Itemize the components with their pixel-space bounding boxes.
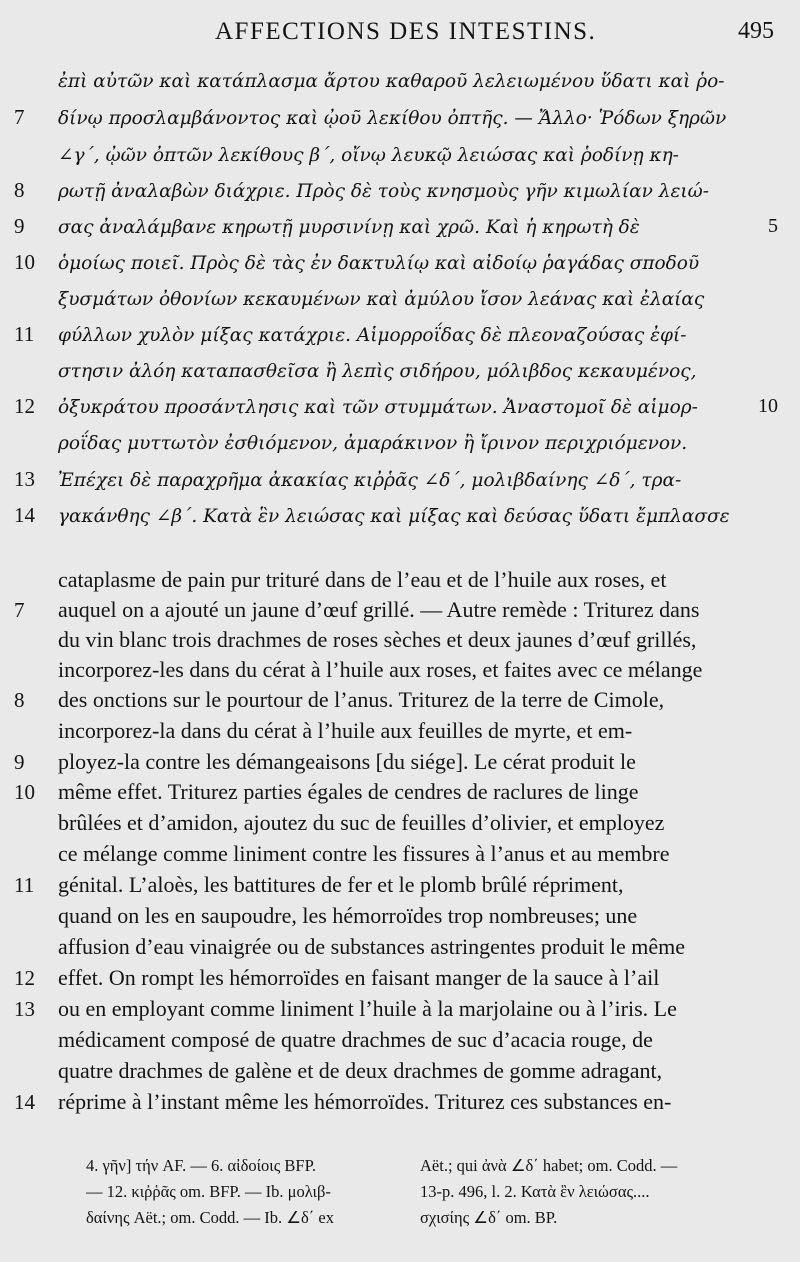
greek-line [0, 499, 800, 535]
line-number: 11 [14, 873, 35, 897]
french-line-text: quatre drachmes de galène et de deux drachmes de gomme adragant, [58, 1058, 663, 1083]
french-line-text: brûlées et d’amidon, ajoutez du suc de feuilles d’olivier, et employez [58, 810, 665, 835]
greek-line-text: ὁμοίως ποιεῖ. Πρὸς δὲ τὰς ἐν δακτυλίῳ καὶ αἰδοίῳ ῥαγάδας σποδοῦ [58, 253, 700, 274]
footnote-line: Aët.; qui ἀνὰ ∠δ΄ habet; om. Codd. — [420, 1156, 678, 1175]
line-number: 8 [14, 688, 25, 712]
greek-line-text: δίνῳ προσλαμβάνοντος καὶ ᾠοῦ λεκίθου ὀπτῆς. — Ἄλλο· Ῥόδων ξηρῶν [58, 108, 727, 129]
greek-line-text: φύλλων χυλὸν μίξας κατάχριε. Αἱμορροΐδας δὲ πλεοναζούσας ἐφί- [58, 325, 687, 346]
greek-line [0, 101, 800, 137]
french-line-text: effet. On rompt les hémorroïdes en faisant manger de la sauce à l’ail [58, 965, 660, 990]
greek-line [0, 64, 800, 100]
line-number: 7 [14, 105, 25, 129]
running-title: AFFECTIONS DES INTESTINS. [215, 18, 597, 45]
french-line-text: incorporez-la dans du cérat à l’huile aux feuilles de myrte, et em- [58, 718, 633, 743]
footnote-line: δαίνης Aët.; om. Codd. — Ib. ∠δ΄ ex [86, 1208, 334, 1227]
line-number: 14 [14, 503, 35, 527]
line-number: 14 [14, 1090, 35, 1114]
french-line-text: auquel on a ajouté un jaune d’œuf grillé. — Autre remède : Triturez dans [58, 597, 700, 622]
line-number: 9 [14, 750, 25, 774]
greek-line [0, 463, 800, 499]
greek-line [0, 426, 800, 462]
french-line-text: quand on les en saupoudre, les hémorroïdes trop nombreuses; une [58, 903, 638, 928]
greek-line-text: σας ἀναλάμβανε κηρωτῇ μυρσινίνῃ καὶ χρῶ. Καὶ ἡ κηρωτὴ δὲ [58, 217, 640, 238]
greek-line [0, 282, 800, 318]
margin-number: 10 [758, 395, 778, 417]
footnote-line: 4. γῆν] τήν AF. — 6. αἰδοίοις BFP. [86, 1156, 317, 1175]
french-line-text: ou en employant comme liniment l’huile à la marjolaine ou à l’iris. Le [58, 996, 677, 1021]
footnote-line: 13-p. 496, l. 2. Κατὰ ἓν λειώσας.... [420, 1182, 650, 1201]
line-number: 12 [14, 966, 35, 990]
footnote-line: σχισίης ∠δ΄ om. BP. [420, 1208, 558, 1227]
french-line-text: médicament composé de quatre drachmes de suc d’acacia rouge, de [58, 1027, 653, 1052]
greek-line [0, 354, 800, 390]
line-number: 10 [14, 250, 35, 274]
french-line-text: ce mélange comme liniment contre les fissures à l’anus et au membre [58, 841, 670, 866]
french-line-text: ployez-la contre les démangeaisons [du siége]. Le cérat produit le [58, 749, 636, 774]
line-number: 13 [14, 997, 35, 1021]
line-number: 12 [14, 394, 35, 418]
line-number: 11 [14, 322, 35, 346]
french-line-text: incorporez-les dans du cérat à l’huile aux roses, et faites avec ce mélange [58, 657, 703, 682]
greek-line-text: ∠γ΄, ᾠῶν ὀπτῶν λεκίθους β΄, οἴνῳ λευκῷ λειώσας καὶ ῥοδίνῃ κη- [58, 145, 679, 166]
footnote-line: — 12. κιῤῥᾶς om. BFP. — Ib. μολιβ- [86, 1182, 331, 1201]
french-line-text: même effet. Triturez parties égales de cendres de raclures de linge [58, 779, 639, 804]
greek-line-text: στησιν ἀλόη καταπασθεῖσα ἢ λεπὶς σιδήρου, μόλιβδος κεκαυμένος, [58, 361, 697, 382]
greek-line-text: ροΐδας μυττωτὸν ἐσθιόμενον, ἀμαράκινον ἢ ἴρινον περιχριόμενον. [58, 433, 688, 454]
french-line-text: affusion d’eau vinaigrée ou de substances astringentes produit le même [58, 934, 686, 959]
greek-line [0, 246, 800, 282]
french-line-text: réprime à l’instant même les hémorroïdes. Triturez ces substances en- [58, 1089, 672, 1114]
margin-number: 5 [768, 215, 778, 237]
greek-line [0, 318, 800, 354]
greek-line-text: Ἐπέχει δὲ παραχρῆμα ἀκακίας κιῤῥᾶς ∠δ΄, μολιβδαίνης ∠δ΄, τρα- [58, 470, 682, 491]
greek-line-text: γακάνθης ∠β΄. Κατὰ ἓν λειώσας καὶ μίξας καὶ δεύσας ὕδατι ἔμπλασσε [58, 506, 730, 527]
french-line-text: du vin blanc trois drachmes de roses sèches et deux jaunes d’œuf grillés, [58, 627, 697, 652]
line-number: 10 [14, 780, 35, 804]
line-number: 13 [14, 467, 35, 491]
greek-line [0, 210, 800, 246]
greek-line [0, 138, 800, 174]
page-number: 495 [738, 18, 774, 44]
french-line-text: génital. L’aloès, les battitures de fer et le plomb brûlé répriment, [58, 872, 624, 897]
greek-line [0, 390, 800, 426]
french-line-text: cataplasme de pain pur trituré dans de l’eau et de l’huile aux roses, et [58, 567, 667, 592]
greek-line-text: ἐπὶ αὐτῶν καὶ κατάπλασμα ἄρτου καθαροῦ λελειωμένου ὕδατι καὶ ῥο- [58, 71, 725, 92]
line-number: 7 [14, 598, 25, 622]
line-number: 8 [14, 178, 25, 202]
greek-line-text: ρωτῇ ἀναλαβὼν διάχριε. Πρὸς δὲ τοὺς κνησμοὺς γῆν κιμωλίαν λειώ- [58, 181, 709, 202]
greek-line [0, 174, 800, 210]
greek-line-text: ξυσμάτων ὀθονίων κεκαυμένων καὶ ἀμύλου ἴσον λεάνας καὶ ἐλαίας [58, 289, 705, 310]
page-header [0, 16, 800, 52]
greek-line-text: ὀξυκράτου προσάντλησις καὶ τῶν στυμμάτων. Ἀναστομοῖ δὲ αἱμορ- [58, 397, 698, 418]
line-number: 9 [14, 214, 25, 238]
french-line [0, 1084, 800, 1120]
french-line-text: des onctions sur le pourtour de l’anus. Triturez de la terre de Cimole, [58, 687, 665, 712]
